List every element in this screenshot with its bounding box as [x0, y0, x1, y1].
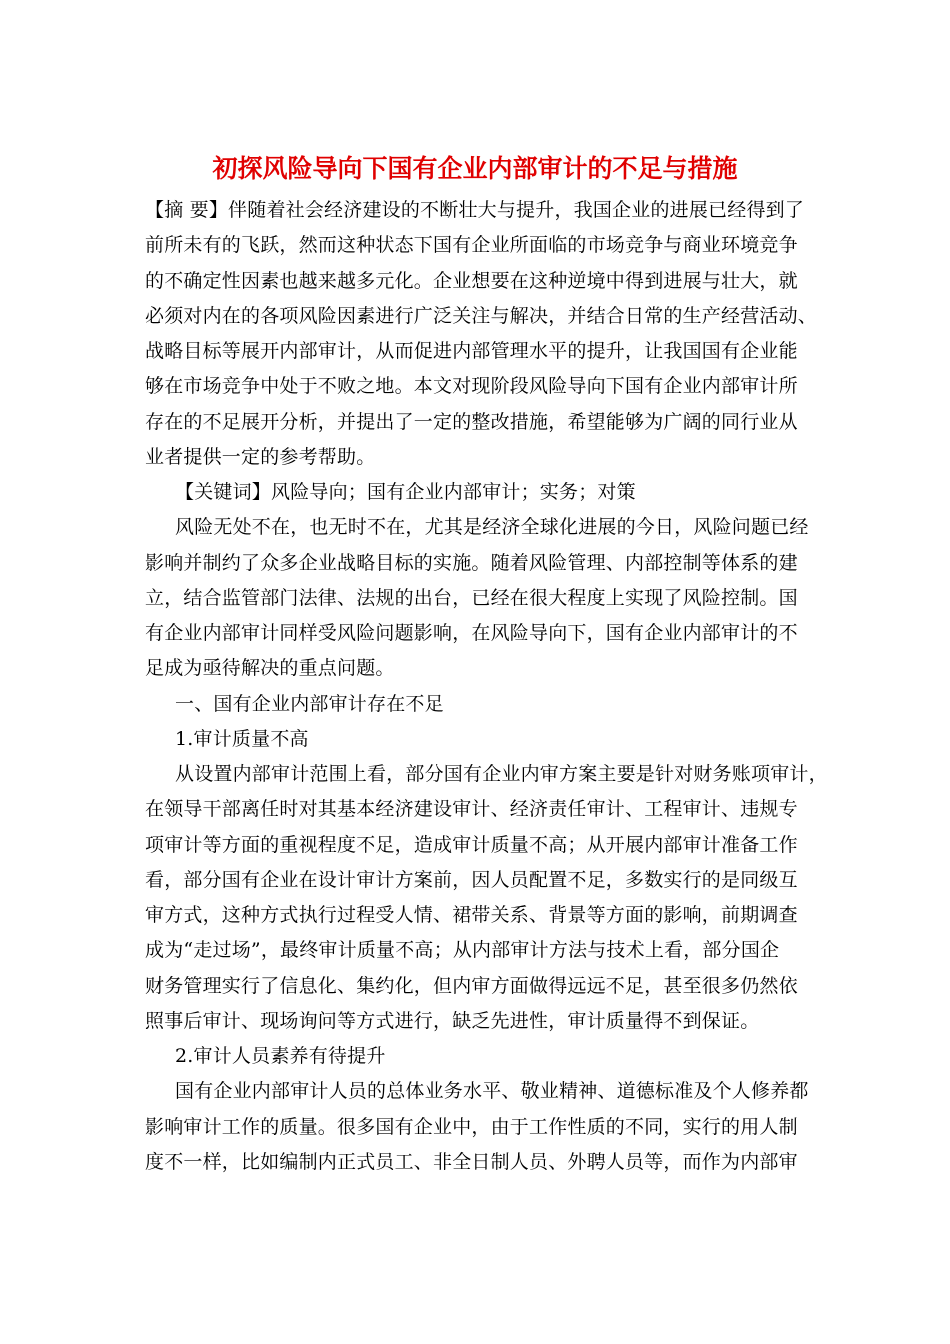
text-line: 照事后审计、现场询问等方式进行，缺乏先进性，审计质量得不到保证。	[145, 1009, 760, 1032]
text-line: 影响审计工作的质量。很多国有企业中，由于工作性质的不同，实行的用人制	[145, 1115, 798, 1138]
text-line: 成为“走过场”，最终审计质量不高；从内部审计方法与技术上看，部分国企	[145, 939, 780, 962]
text-line: 足成为亟待解决的重点问题。	[145, 657, 395, 680]
text-line: 【摘 要】伴随着社会经济建设的不断壮大与提升，我国企业的进展已经得到了	[145, 199, 805, 221]
text-line: 的不确定性因素也越来越多元化。企业想要在这种逆境中得到进展与壮大，就	[145, 269, 798, 292]
text-line: 有企业内部审计同样受风险问题影响，在风险导向下，国有企业内部审计的不	[145, 622, 798, 644]
text-line: 度不一样，比如编制内正式员工、非全日制人员、外聘人员等，而作为内部审	[145, 1150, 798, 1173]
text-line: 战略目标等展开内部审计，从而促进内部管理水平的提升，让我国国有企业能	[145, 340, 798, 362]
text-line: 2.审计人员素养有待提升	[175, 1045, 386, 1067]
text-line: 国有企业内部审计人员的总体业务水平、敬业精神、道德标准及个人修养都	[175, 1080, 809, 1103]
text-line: 【关键词】风险导向；国有企业内部审计；实务；对策	[175, 481, 636, 503]
document-title: 初探风险导向下国有企业内部审计的不足与措施	[212, 154, 738, 183]
text-line: 在领导干部离任时对其基本经济建设审计、经济责任审计、工程审计、违规专	[145, 798, 798, 821]
text-line: 前所未有的飞跃，然而这种状态下国有企业所面临的市场竞争与商业环境竞争	[145, 234, 798, 257]
text-line: 审方式，这种方式执行过程受人情、裙带关系、背景等方面的影响，前期调查	[145, 904, 798, 926]
text-line: 够在市场竞争中处于不败之地。本文对现阶段风险导向下国有企业内部审计所	[145, 375, 798, 398]
text-line: 看，部分国有企业在设计审计方案前，因人员配置不足，多数实行的是同级互	[145, 868, 798, 891]
text-line: 风险无处不在，也无时不在，尤其是经济全球化进展的今日，风险问题已经	[175, 516, 809, 539]
text-line: 影响并制约了众多企业战略目标的实施。随着风险管理、内部控制等体系的建	[145, 551, 798, 574]
text-line: 从设置内部审计范围上看，部分国有企业内审方案主要是针对财务账项审计，	[175, 763, 828, 785]
text-line: 项审计等方面的重视程度不足，造成审计质量不高；从开展内部审计准备工作	[145, 833, 798, 856]
text-line: 立，结合监管部门法律、法规的出台，已经在很大程度上实现了风险控制。国	[145, 586, 798, 609]
text-line: 财务管理实行了信息化、集约化，但内审方面做得远远不足，甚至很多仍然依	[145, 974, 798, 997]
text-line: 一、国有企业内部审计存在不足	[175, 692, 444, 715]
document-body	[145, 193, 828, 1180]
text-line: 必须对内在的各项风险因素进行广泛关注与解决，并结合日常的生产经营活动、	[145, 304, 818, 327]
text-line: 1.审计质量不高	[175, 727, 309, 750]
text-line: 业者提供一定的参考帮助。	[145, 445, 376, 468]
text-line: 存在的不足展开分析，并提出了一定的整改措施，希望能够为广阔的同行业从	[145, 410, 798, 433]
